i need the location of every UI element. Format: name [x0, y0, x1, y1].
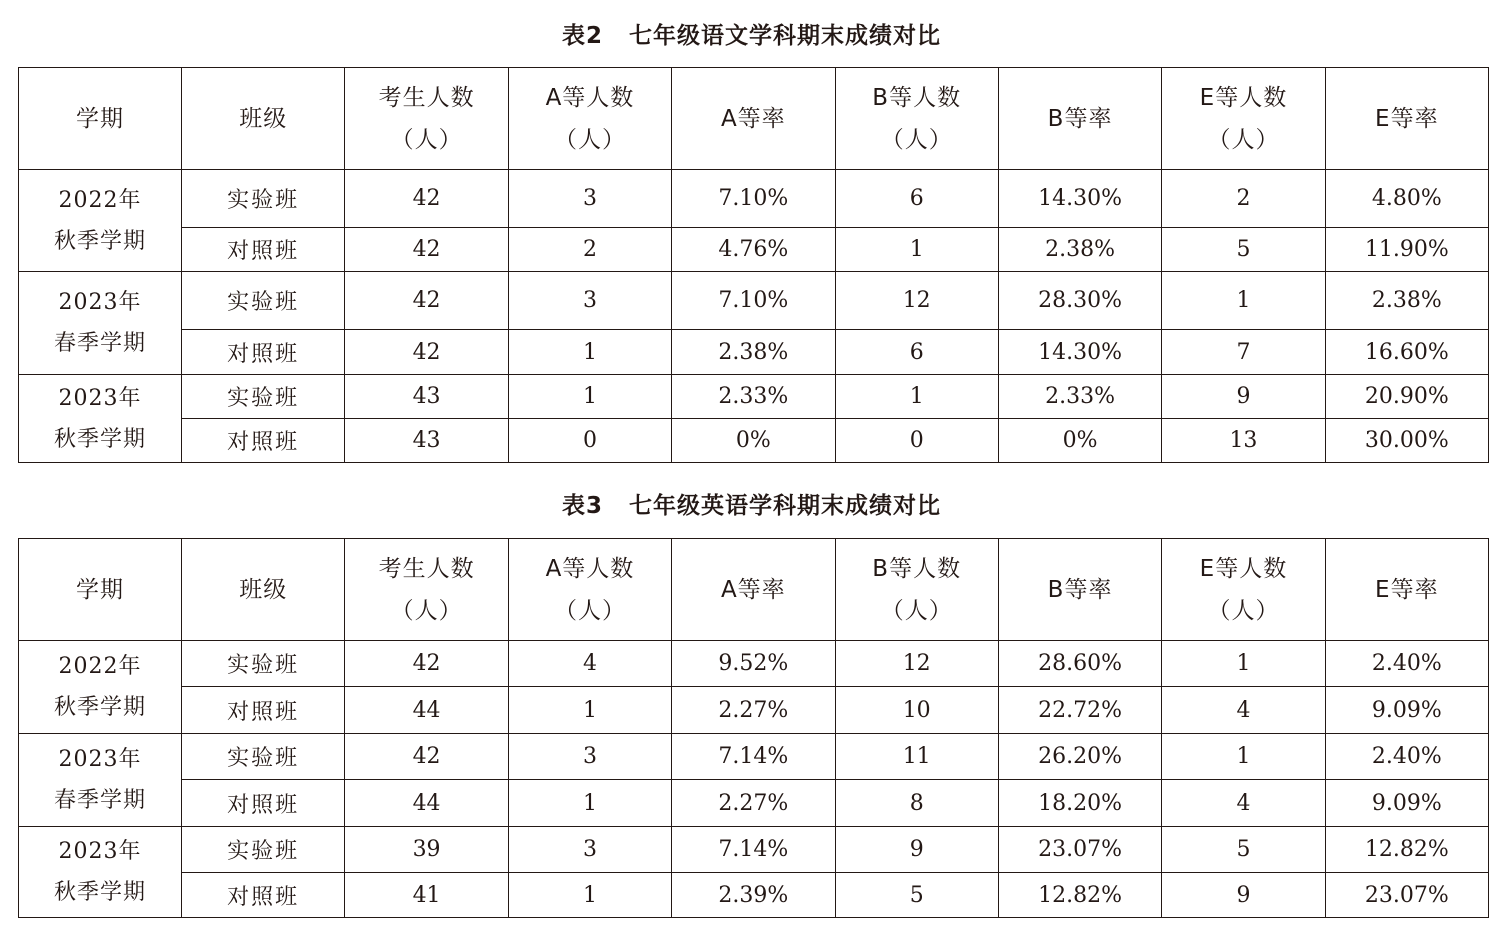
exam-count-cell: 44: [345, 687, 508, 734]
b-count-cell: 8: [835, 780, 998, 827]
b-count-cell: 6: [835, 330, 998, 375]
e-rate-cell: 20.90%: [1325, 375, 1488, 419]
table-row: [19, 330, 1489, 375]
header-b-count-line-2: （人）: [880, 597, 953, 624]
a-count-cell: 0: [508, 419, 671, 463]
a-rate-cell: 0%: [672, 419, 835, 463]
header-class: 班级: [182, 68, 345, 170]
header-row: [19, 68, 1489, 170]
header-exam-count: [345, 539, 508, 641]
b-count-cell: 12: [835, 641, 998, 687]
b-count-cell: 5: [835, 873, 998, 918]
e-count-cell: 5: [1162, 827, 1325, 873]
header-a-count-line-1: A等人数: [545, 84, 635, 111]
class-cell: 对照班: [182, 687, 345, 734]
e-rate-cell: 2.40%: [1325, 734, 1488, 780]
b-rate-cell: 12.82%: [998, 873, 1161, 918]
table-caption-title: 七年级英语学科期末成绩对比: [629, 493, 941, 519]
term-year: 2023年: [58, 747, 142, 772]
e-rate-cell: 9.09%: [1325, 687, 1488, 734]
header-e-count: [1162, 539, 1325, 641]
e-rate-cell: 11.90%: [1325, 228, 1488, 272]
table-caption: [0, 21, 1503, 51]
header-e-rate: E等率: [1325, 539, 1488, 641]
header-exam-count: [345, 68, 508, 170]
header-e-rate: E等率: [1325, 68, 1488, 170]
b-count-cell: 0: [835, 419, 998, 463]
class-cell: 实验班: [182, 170, 345, 228]
exam-count-cell: 42: [345, 734, 508, 780]
header-e-count-line-2: （人）: [1207, 597, 1280, 624]
e-rate-cell: 12.82%: [1325, 827, 1488, 873]
a-rate-cell: 7.14%: [672, 734, 835, 780]
table-row: [19, 170, 1489, 228]
e-rate-cell: 16.60%: [1325, 330, 1488, 375]
exam-count-cell: 44: [345, 780, 508, 827]
score-table: [18, 67, 1489, 463]
header-class: 班级: [182, 539, 345, 641]
term-season: 春季学期: [53, 331, 146, 356]
b-rate-cell: 2.38%: [998, 228, 1161, 272]
e-count-cell: 7: [1162, 330, 1325, 375]
class-cell: 对照班: [182, 419, 345, 463]
table-caption: [0, 491, 1503, 521]
exam-count-cell: 41: [345, 873, 508, 918]
a-count-cell: 3: [508, 734, 671, 780]
e-count-cell: 13: [1162, 419, 1325, 463]
a-count-cell: 3: [508, 272, 671, 330]
b-count-cell: 10: [835, 687, 998, 734]
e-rate-cell: 30.00%: [1325, 419, 1488, 463]
a-rate-cell: 2.27%: [672, 687, 835, 734]
b-count-cell: 1: [835, 375, 998, 419]
table-row: [19, 228, 1489, 272]
a-count-cell: 2: [508, 228, 671, 272]
term-year: 2023年: [58, 839, 142, 864]
term-cell: [19, 170, 182, 272]
term-season: 秋季学期: [53, 228, 146, 254]
header-term: 学期: [19, 68, 182, 170]
table-row: [19, 641, 1489, 687]
class-cell: 实验班: [182, 734, 345, 780]
table-row: [19, 375, 1489, 419]
header-a-count: [508, 68, 671, 170]
header-b-count: [835, 68, 998, 170]
term-year: 2022年: [58, 187, 142, 213]
header-b-count-line-1: B等人数: [872, 555, 962, 582]
table-row: [19, 419, 1489, 463]
a-count-cell: 1: [508, 330, 671, 375]
table-caption-title: 七年级语文学科期末成绩对比: [629, 23, 941, 49]
class-cell: 对照班: [182, 780, 345, 827]
a-rate-cell: 7.10%: [672, 272, 835, 330]
term-cell: [19, 272, 182, 375]
e-count-cell: 2: [1162, 170, 1325, 228]
b-count-cell: 9: [835, 827, 998, 873]
e-count-cell: 5: [1162, 228, 1325, 272]
b-rate-cell: 2.33%: [998, 375, 1161, 419]
header-a-rate: A等率: [672, 68, 835, 170]
class-cell: 对照班: [182, 228, 345, 272]
e-count-cell: 4: [1162, 780, 1325, 827]
b-rate-cell: 23.07%: [998, 827, 1161, 873]
header-a-count-line-2: （人）: [553, 126, 626, 153]
a-count-cell: 1: [508, 375, 671, 419]
a-count-cell: 3: [508, 827, 671, 873]
a-rate-cell: 2.33%: [672, 375, 835, 419]
exam-count-cell: 42: [345, 228, 508, 272]
b-rate-cell: 26.20%: [998, 734, 1161, 780]
b-rate-cell: 14.30%: [998, 330, 1161, 375]
e-count-cell: 1: [1162, 641, 1325, 687]
term-cell: [19, 827, 182, 918]
b-rate-cell: 22.72%: [998, 687, 1161, 734]
class-cell: 实验班: [182, 827, 345, 873]
e-count-cell: 1: [1162, 734, 1325, 780]
class-cell: 实验班: [182, 375, 345, 419]
exam-count-cell: 39: [345, 827, 508, 873]
header-e-count-line-1: E等人数: [1199, 84, 1288, 111]
table-row: [19, 780, 1489, 827]
b-rate-cell: 14.30%: [998, 170, 1161, 228]
a-rate-cell: 7.14%: [672, 827, 835, 873]
table-row: [19, 734, 1489, 780]
b-rate-cell: 28.60%: [998, 641, 1161, 687]
b-rate-cell: 0%: [998, 419, 1161, 463]
e-count-cell: 1: [1162, 272, 1325, 330]
header-a-count-line-1: A等人数: [545, 555, 635, 582]
class-cell: 对照班: [182, 873, 345, 918]
header-a-count-line-2: （人）: [553, 597, 626, 624]
a-rate-cell: 7.10%: [672, 170, 835, 228]
a-count-cell: 4: [508, 641, 671, 687]
exam-count-cell: 42: [345, 330, 508, 375]
table-row: [19, 873, 1489, 918]
table-row: [19, 687, 1489, 734]
b-count-cell: 12: [835, 272, 998, 330]
term-season: 秋季学期: [53, 880, 146, 905]
header-row: [19, 539, 1489, 641]
table-caption-label: 表2: [561, 23, 603, 49]
header-exam-count-line-1: 考生人数: [378, 555, 475, 582]
e-count-cell: 4: [1162, 687, 1325, 734]
e-rate-cell: 9.09%: [1325, 780, 1488, 827]
exam-count-cell: 42: [345, 170, 508, 228]
table-row: [19, 827, 1489, 873]
header-term: 学期: [19, 539, 182, 641]
term-season: 秋季学期: [53, 426, 146, 452]
header-exam-count-line-1: 考生人数: [378, 84, 475, 111]
a-count-cell: 1: [508, 873, 671, 918]
score-table: [18, 538, 1489, 918]
term-cell: [19, 375, 182, 463]
header-b-rate: B等率: [998, 68, 1161, 170]
a-count-cell: 3: [508, 170, 671, 228]
e-rate-cell: 4.80%: [1325, 170, 1488, 228]
e-count-cell: 9: [1162, 375, 1325, 419]
header-exam-count-line-2: （人）: [390, 597, 463, 624]
e-rate-cell: 23.07%: [1325, 873, 1488, 918]
a-rate-cell: 2.27%: [672, 780, 835, 827]
term-year: 2023年: [58, 385, 142, 411]
header-b-count-line-2: （人）: [880, 126, 953, 153]
b-count-cell: 6: [835, 170, 998, 228]
a-rate-cell: 2.38%: [672, 330, 835, 375]
table-caption-label: 表3: [561, 493, 603, 519]
exam-count-cell: 42: [345, 641, 508, 687]
b-rate-cell: 18.20%: [998, 780, 1161, 827]
header-e-count-line-1: E等人数: [1199, 555, 1288, 582]
exam-count-cell: 43: [345, 375, 508, 419]
a-count-cell: 1: [508, 780, 671, 827]
term-season: 秋季学期: [53, 695, 146, 720]
exam-count-cell: 43: [345, 419, 508, 463]
b-rate-cell: 28.30%: [998, 272, 1161, 330]
class-cell: 对照班: [182, 330, 345, 375]
a-count-cell: 1: [508, 687, 671, 734]
table-row: [19, 272, 1489, 330]
term-cell: [19, 641, 182, 734]
exam-count-cell: 42: [345, 272, 508, 330]
e-rate-cell: 2.40%: [1325, 641, 1488, 687]
term-season: 春季学期: [53, 788, 146, 813]
header-b-count: [835, 539, 998, 641]
header-a-rate: A等率: [672, 539, 835, 641]
a-rate-cell: 4.76%: [672, 228, 835, 272]
header-b-rate: B等率: [998, 539, 1161, 641]
header-e-count: [1162, 68, 1325, 170]
class-cell: 实验班: [182, 272, 345, 330]
b-count-cell: 11: [835, 734, 998, 780]
header-b-count-line-1: B等人数: [872, 84, 962, 111]
header-e-count-line-2: （人）: [1207, 126, 1280, 153]
term-year: 2023年: [58, 290, 142, 315]
e-count-cell: 9: [1162, 873, 1325, 918]
header-exam-count-line-2: （人）: [390, 126, 463, 153]
a-rate-cell: 9.52%: [672, 641, 835, 687]
term-year: 2022年: [58, 654, 142, 679]
b-count-cell: 1: [835, 228, 998, 272]
header-a-count: [508, 539, 671, 641]
e-rate-cell: 2.38%: [1325, 272, 1488, 330]
class-cell: 实验班: [182, 641, 345, 687]
term-cell: [19, 734, 182, 827]
a-rate-cell: 2.39%: [672, 873, 835, 918]
